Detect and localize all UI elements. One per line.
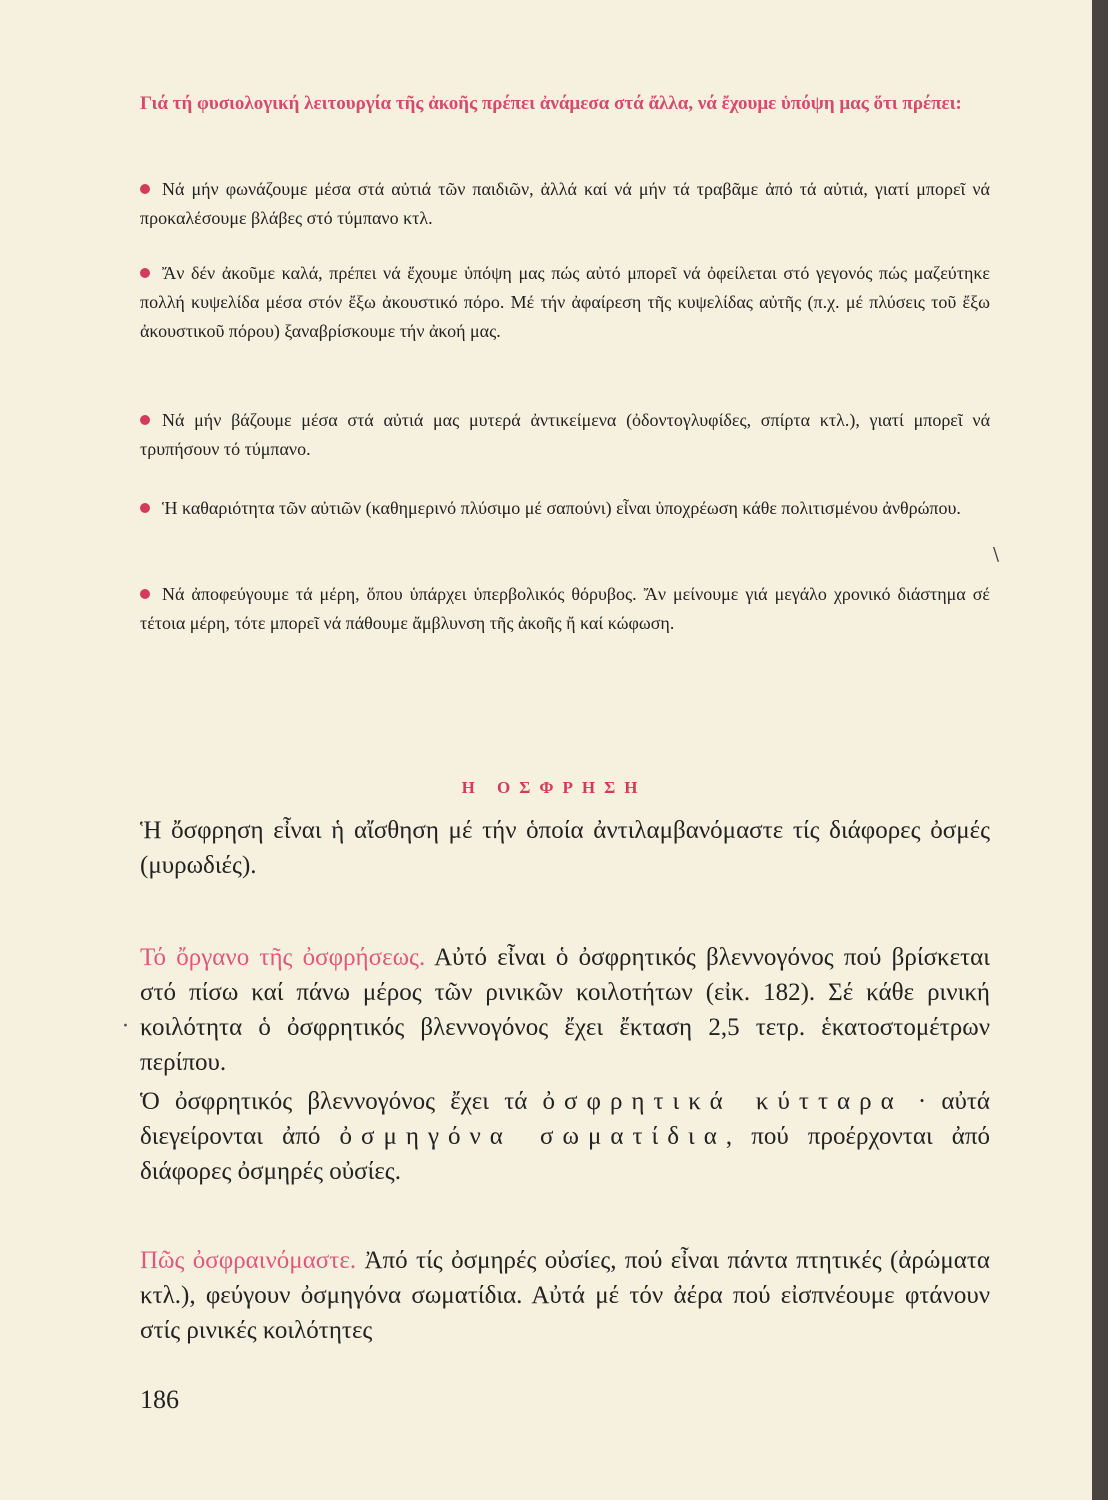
- margin-dot: ·: [122, 1014, 129, 1039]
- cells-paragraph: [140, 1084, 990, 1189]
- cells-before: Ὁ ὀσφρητικός βλεννογόνος ἔχει τά: [140, 1088, 528, 1115]
- smell-text: Ἀπό τίς ὀσμηρές οὐσίες, πού εἶναι πάντα πτητικές (ἀρώματα κτλ.), φεύγουν ὀσμηγόνα σωματίδια. Αὐτά μέ τόν ἀέρα πού εἰσπνέουμε φτάνουν στίς ρινικές κοιλότητες: [140, 1247, 990, 1344]
- bullet-text: Νά μήν βάζουμε μέσα στά αὐτιά μας μυτερά ἀντικείμενα (ὀδοντογλυφίδες, σπίρτα κτλ.), γιατί μπορεῖ νά τρυπήσουν τό τύμπανο.: [140, 410, 990, 459]
- bullet-icon: [140, 415, 150, 425]
- bullet-item: [140, 494, 990, 523]
- bullet-text: Ἄν δέν ἀκοῦμε καλά, πρέπει νά ἔχουμε ὑπόψη μας πώς αὐτό μπορεῖ νά ὀφείλεται στό γεγονός πώς μαζεύτηκε πολλή κυψελίδα μέσα στόν ἔξω ἀκουστικό πόρο. Μέ τήν ἀφαίρεση τῆς κυψελίδας αὐτῆς (π.χ. μέ πλύσεις τοῦ ἔξω ἀκουστικοῦ πόρου) ξαναβρίσκουμε τήν ἀκοή μας.: [140, 263, 990, 341]
- bullet-text: Νά μήν φωνάζουμε μέσα στά αὐτιά τῶν παιδιῶν, ἀλλά καί νά μήν τά τραβᾶμε ἀπό τά αὐτιά, γιατί μπορεῖ νά προκαλέσουμε βλάβες στό τύμπανο κτλ.: [140, 179, 990, 228]
- bullet-icon: [140, 268, 150, 278]
- section-heading: Η ΟΣΦΡΗΣΗ: [461, 778, 647, 797]
- bullet-item: [140, 406, 990, 464]
- bullet-icon: [140, 503, 150, 513]
- cells-after: , πού προέρχονται ἀπό διάφορες ὀσμηρές οὐσίες.: [140, 1123, 991, 1185]
- organ-text: Αὐτό εἶναι ὁ ὀσφρητικός βλεννογόνος πού βρίσκεται στό πίσω καί πάνω μέρος τῶν ρινικῶν κοιλοτήτων (εἰκ. 182). Σέ κάθε ρινική κοιλότητα ὁ ὀσφρητικός βλεννογόνος ἔχει ἔκταση 2,5 τετρ. ἑκατοστομέτρων περίπου.: [140, 944, 991, 1076]
- bullet-icon: [140, 184, 150, 194]
- bullet-item: [140, 259, 990, 346]
- page-number: 186: [140, 1385, 179, 1414]
- organ-paragraph: [140, 940, 990, 1080]
- margin-mark: \: [993, 544, 1000, 565]
- smell-paragraph: [140, 1243, 990, 1348]
- cells-middle: · αὐτά διεγείρονται ἀπό: [140, 1088, 991, 1150]
- page-edge: [1092, 0, 1108, 1500]
- definition-paragraph: Ἡ ὄσφρηση εἶναι ἡ αἴσθηση μέ τήν ὁποία ἀντιλαμβανόμαστε τίς διάφορες ὀσμές (μυρωδιές).: [140, 817, 990, 879]
- smell-title: Πῶς ὀσφραινόμαστε.: [140, 1247, 357, 1274]
- bullet-text: Νά ἀποφεύγουμε τά μέρη, ὅπου ὑπάρχει ὑπερβολικός θόρυβος. Ἄν μείνουμε γιά μεγάλο χρονικό διάστημα σέ τέτοια μέρη, τότε μπορεῖ νά πάθουμε ἄμβλυνση τῆς ἀκοῆς ἤ καί κώφωση.: [140, 584, 990, 633]
- cells-term-2: ὀσμηγόνα σωματίδια: [339, 1123, 726, 1150]
- bullet-item: [140, 175, 990, 233]
- bullet-text: Ἡ καθαριότητα τῶν αὐτιῶν (καθημερινό πλύσιμο μέ σαπούνι) εἶναι ὑποχρέωση κάθε πολιτισμένου ἀνθρώπου.: [162, 498, 961, 518]
- intro-text: Γιά τή φυσιολογική λειτουργία τῆς ἀκοῆς πρέπει ἀνάμεσα στά ἄλλα, νά ἔχουμε ὑπόψη μας ὅτι πρέπει:: [140, 93, 962, 114]
- bullet-icon: [140, 589, 150, 599]
- cells-term-1: ὀσφρητικά κύτταρα: [542, 1088, 903, 1115]
- bullet-item: [140, 580, 990, 638]
- organ-title: Τό ὄργανο τῆς ὀσφρήσεως.: [140, 944, 426, 971]
